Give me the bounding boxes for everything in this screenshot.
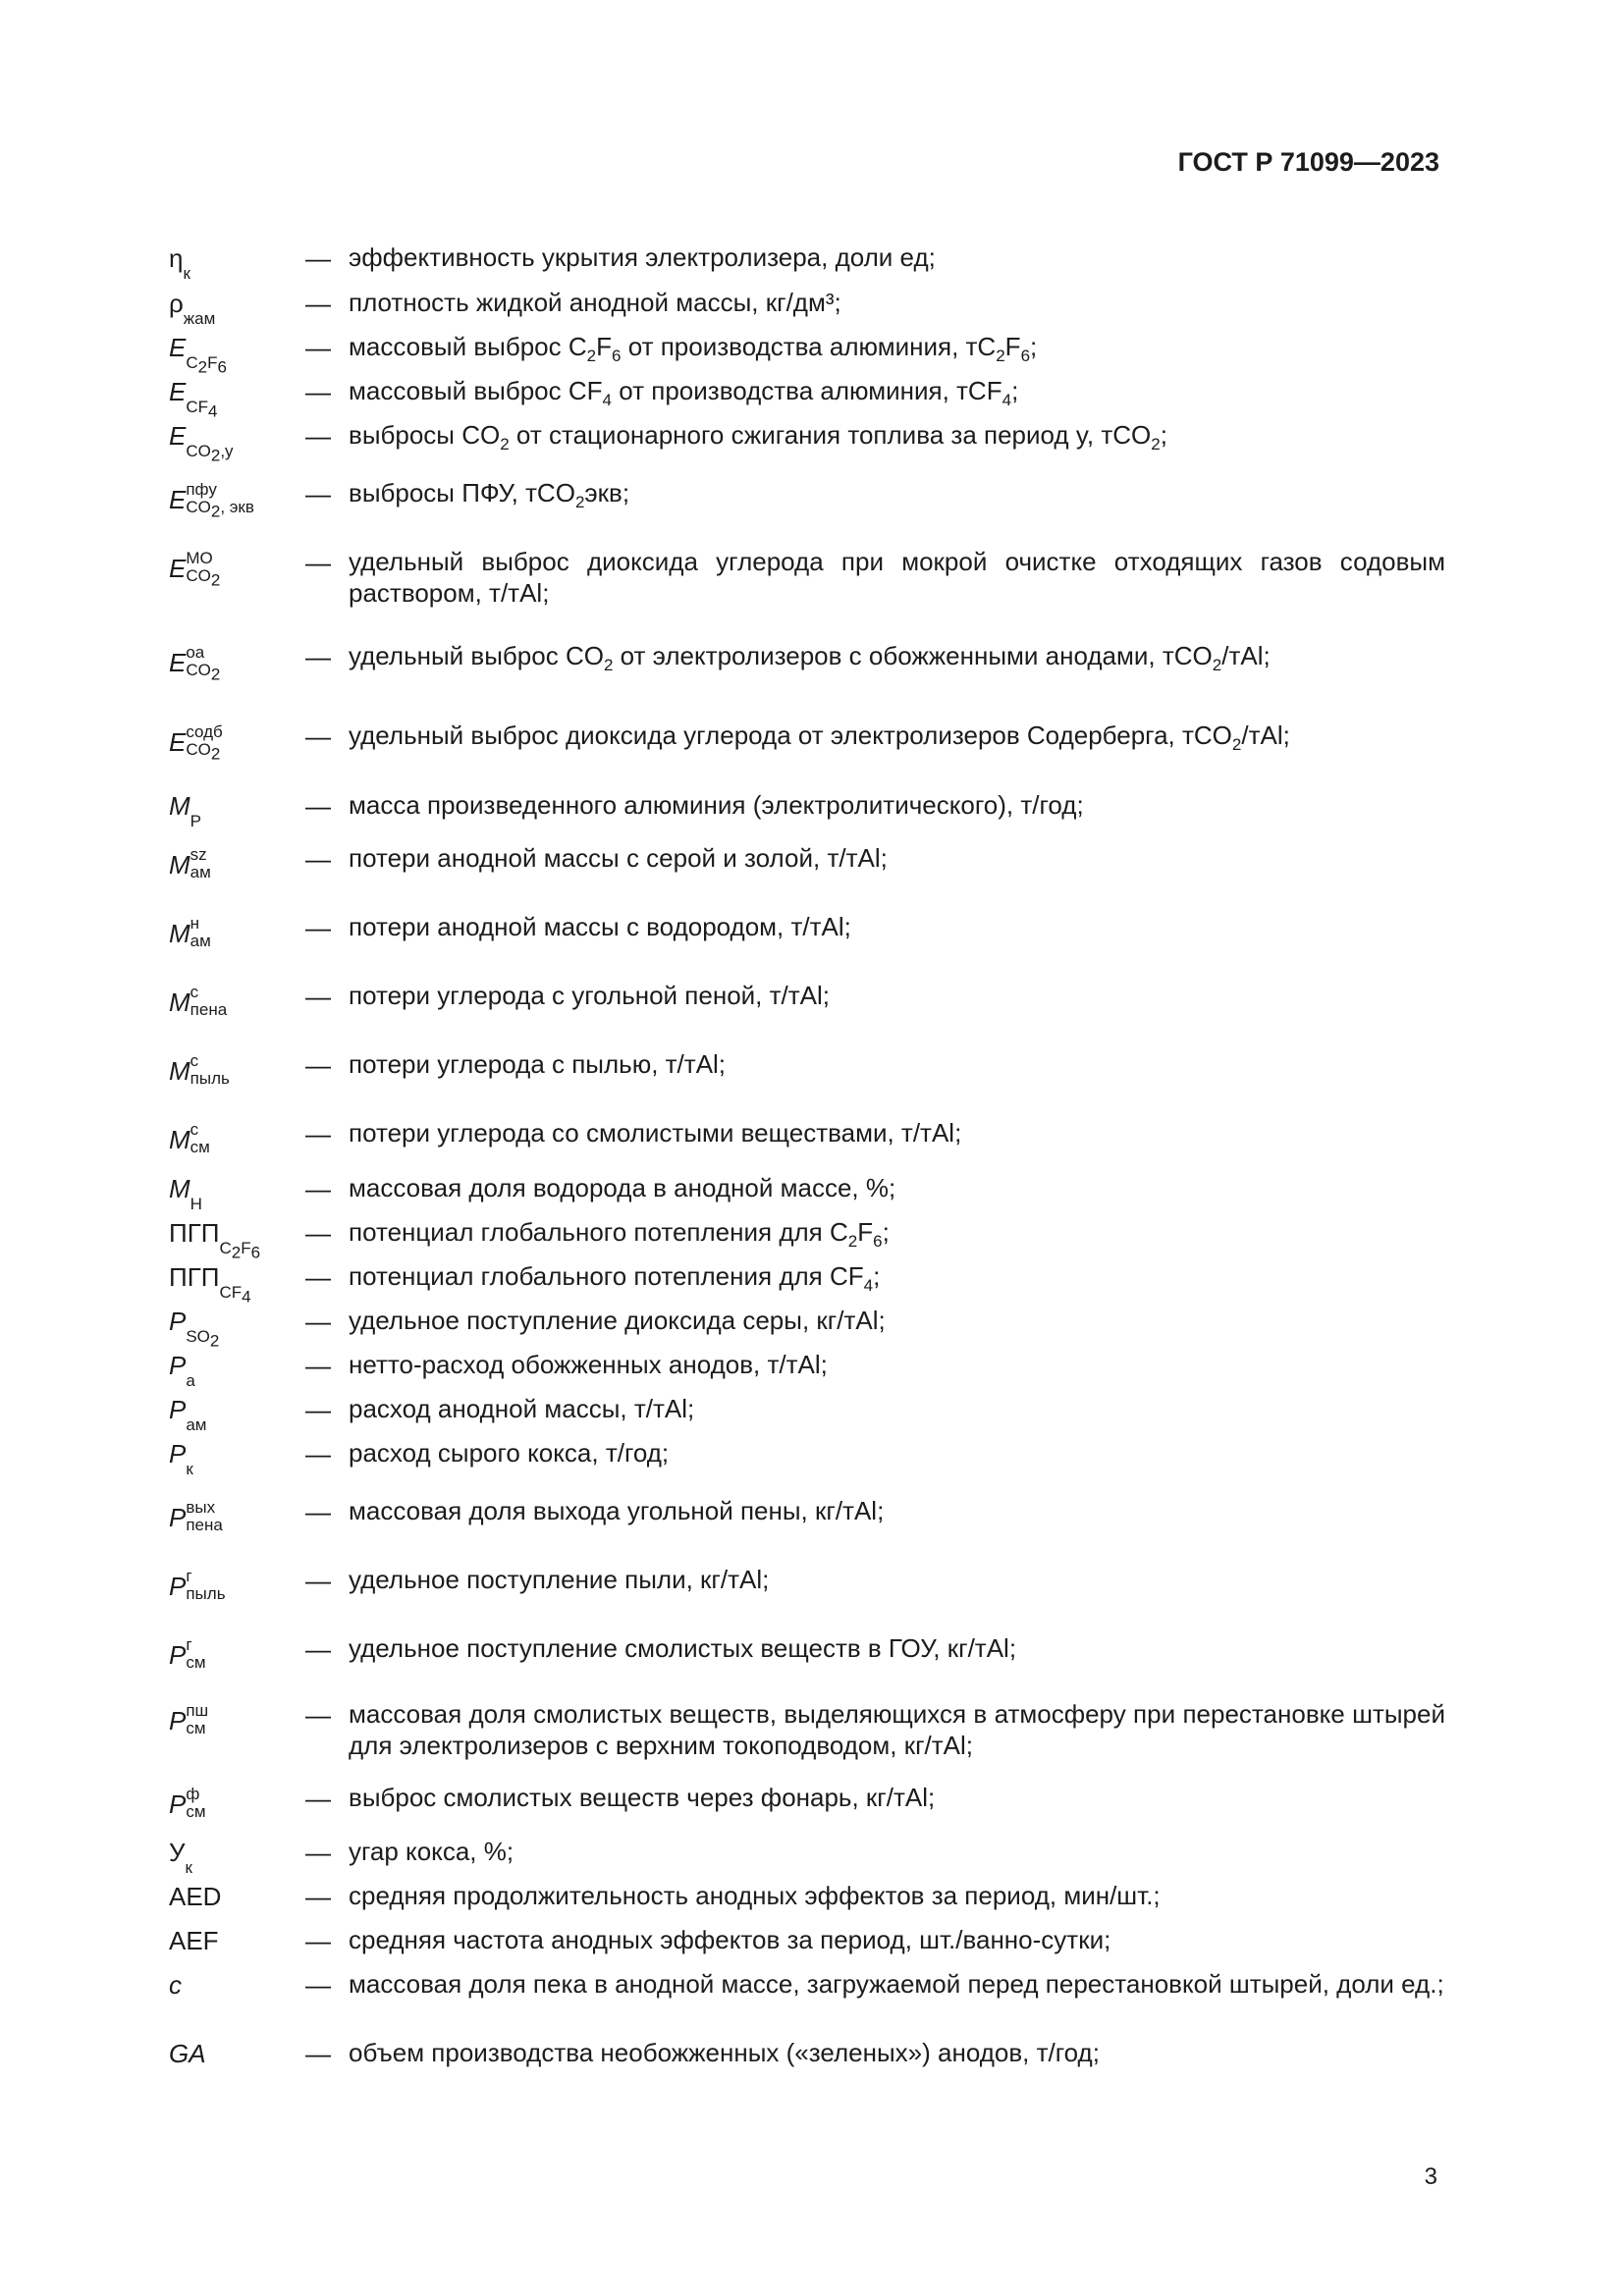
symbol-description: нетто-расход обожженных анодов, т/тAl; bbox=[349, 1350, 828, 1379]
em-dash: — bbox=[305, 1566, 331, 1595]
symbol-subscript: ам bbox=[186, 1415, 207, 1434]
symbol-description: массовый выброс $C_2F_6$ от производства алюминия, $тC_2F_6$; bbox=[349, 332, 1038, 366]
em-dash: — bbox=[305, 642, 331, 671]
em-dash: — bbox=[305, 1050, 331, 1080]
symbol-subscript: P bbox=[189, 811, 202, 830]
symbol-description: выбросы ПФУ, тCO$_2$экв; bbox=[349, 478, 630, 512]
em-dash: — bbox=[305, 982, 331, 1011]
symbol: M н ам bbox=[169, 914, 211, 950]
symbol-description: объем производства необожженных («зеленых») анодов, т/год; bbox=[349, 2038, 1100, 2067]
symbol-description: массовая доля смолистых веществ, выделяющихся в атмосферу при перестановке штырей для электролизеров с верхним токоподводом, кг/тAl; bbox=[349, 1699, 1445, 1760]
symbol-superscript: пфу bbox=[186, 480, 217, 499]
symbol-superscript: с bbox=[189, 983, 199, 1001]
em-dash: — bbox=[305, 548, 331, 577]
em-dash: — bbox=[305, 377, 331, 406]
symbol: AEF bbox=[169, 1926, 219, 1955]
symbol-subscript: ам bbox=[189, 932, 211, 950]
symbol-description: удельный выброс диоксида углерода при мокрой очистке отходящих газов содовым раствором, т/тAl; bbox=[349, 547, 1445, 608]
symbol: P к bbox=[169, 1439, 193, 1478]
em-dash: — bbox=[305, 1119, 331, 1148]
symbol: E МО $CO_2$ bbox=[169, 549, 221, 590]
symbol-superscript: с bbox=[189, 1120, 199, 1139]
em-dash: — bbox=[305, 289, 331, 318]
symbol-superscript: ф bbox=[186, 1785, 200, 1803]
symbol-subscript: к bbox=[186, 1459, 193, 1478]
symbol: c bbox=[169, 1970, 182, 2000]
symbol-description: средняя продолжительность анодных эффектов за период, мин/шт.; bbox=[349, 1881, 1161, 1910]
symbol-subscript: $C_2F_6$ bbox=[186, 352, 227, 377]
symbol: E $CO_2,y$ bbox=[169, 421, 234, 465]
symbol-subscript: ам bbox=[189, 863, 211, 881]
symbol-superscript: sz bbox=[189, 845, 207, 864]
symbol-subscript: $CO_2$ bbox=[186, 566, 221, 590]
symbol: E $C_2F_6$ bbox=[169, 333, 227, 377]
symbol-description: потенциал глобального потепления для $CF_4$; bbox=[349, 1261, 881, 1296]
document-header: ГОСТ Р 71099—2023 bbox=[1177, 147, 1439, 177]
em-dash: — bbox=[305, 1262, 331, 1292]
symbol-subscript: пыль bbox=[189, 1069, 230, 1088]
symbol-superscript: оа bbox=[186, 643, 205, 662]
symbol: E $CF_4$ bbox=[169, 377, 218, 421]
em-dash: — bbox=[305, 1218, 331, 1248]
em-dash: — bbox=[305, 1497, 331, 1526]
symbol: E оа $CO_2$ bbox=[169, 643, 221, 684]
symbol-subscript: жам bbox=[183, 308, 216, 328]
symbol: M P bbox=[169, 791, 202, 830]
symbol-superscript: г bbox=[186, 1567, 192, 1585]
symbol: P $SO_2$ bbox=[169, 1307, 220, 1351]
symbol-subscript: $CF_4$ bbox=[186, 397, 218, 421]
symbol-subscript: см bbox=[186, 1653, 206, 1672]
symbol-subscript: см bbox=[186, 1719, 206, 1737]
symbol: P г см bbox=[169, 1635, 206, 1672]
em-dash: — bbox=[305, 1784, 331, 1813]
symbol-superscript: с bbox=[189, 1051, 199, 1070]
em-dash: — bbox=[305, 1351, 331, 1380]
symbol: M с см bbox=[169, 1120, 210, 1156]
symbol-description: массовый выброс $CF_4$ от производства алюминия, тCF$_4$; bbox=[349, 376, 1019, 410]
symbol: M H bbox=[169, 1174, 202, 1213]
symbol-subscript: к bbox=[183, 263, 190, 283]
symbol-description: выброс смолистых веществ через фонарь, кг/тAl; bbox=[349, 1783, 936, 1812]
em-dash: — bbox=[305, 721, 331, 751]
symbol-description: удельный выброс $CO_2$ от электролизеров с обожженными анодами, тCO$_2$/тAl; bbox=[349, 641, 1271, 675]
symbol-subscript: пена bbox=[189, 1000, 228, 1019]
em-dash: — bbox=[305, 1700, 331, 1730]
symbol: ПГП $CF_4$ bbox=[169, 1262, 251, 1307]
symbol-subscript: к bbox=[185, 1857, 192, 1877]
symbol: M sz ам bbox=[169, 845, 211, 881]
symbol-subscript: H bbox=[189, 1194, 202, 1213]
symbol: P ф см bbox=[169, 1785, 206, 1821]
symbol-description: массовая доля пека в анодной массе, загружаемой перед перестановкой штырей, доли ед.; bbox=[349, 1969, 1444, 1999]
symbol-description: массовая доля выхода угольной пены, кг/тAl; bbox=[349, 1496, 885, 1525]
symbol-description: средняя частота анодных эффектов за период, шт./ванно-сутки; bbox=[349, 1925, 1111, 1954]
symbol-description: плотность жидкой анодной массы, кг/дм³; bbox=[349, 288, 841, 317]
em-dash: — bbox=[305, 2039, 331, 2068]
em-dash: — bbox=[305, 479, 331, 508]
symbol-subscript: $C_2F_6$ bbox=[219, 1238, 261, 1262]
em-dash: — bbox=[305, 844, 331, 874]
symbol-description: удельное поступление смолистых веществ в ГОУ, кг/тAl; bbox=[349, 1633, 1017, 1663]
symbol-description: расход сырого кокса, т/год; bbox=[349, 1438, 670, 1468]
symbol-description: массовая доля водорода в анодной массе, %; bbox=[349, 1173, 896, 1202]
symbol-subscript: пыль bbox=[186, 1584, 226, 1603]
em-dash: — bbox=[305, 1926, 331, 1955]
symbol-description: расход анодной массы, т/тAl; bbox=[349, 1394, 695, 1423]
symbol: M с пыль bbox=[169, 1051, 230, 1088]
em-dash: — bbox=[305, 1174, 331, 1203]
em-dash: — bbox=[305, 1838, 331, 1867]
em-dash: — bbox=[305, 243, 331, 273]
symbol-superscript: содб bbox=[186, 722, 223, 741]
symbol-subscript: $CO_2,y$ bbox=[186, 441, 234, 465]
symbol-description: удельное поступление диоксида серы, кг/тAl; bbox=[349, 1306, 886, 1335]
symbol-subscript: см bbox=[186, 1802, 206, 1821]
symbol-description: потенциал глобального потепления для $C_2F_6$; bbox=[349, 1217, 890, 1252]
em-dash: — bbox=[305, 333, 331, 362]
em-dash: — bbox=[305, 1882, 331, 1911]
symbol-description: потери анодной массы с серой и золой, т/тAl; bbox=[349, 843, 888, 873]
symbol-description: потери анодной массы с водородом, т/тAl; bbox=[349, 912, 851, 941]
symbol: M с пена bbox=[169, 983, 228, 1019]
symbol-superscript: пш bbox=[186, 1701, 209, 1720]
em-dash: — bbox=[305, 1970, 331, 2000]
symbol: У к bbox=[169, 1838, 192, 1877]
symbol: P вых пена bbox=[169, 1498, 223, 1534]
symbol: ρ жам bbox=[169, 289, 216, 328]
symbol-superscript: вых bbox=[186, 1498, 216, 1517]
symbol-description: потери углерода со смолистыми веществами, т/тAl; bbox=[349, 1118, 962, 1148]
symbol-description: эффективность укрытия электролизера, доли ед; bbox=[349, 242, 936, 272]
em-dash: — bbox=[305, 1439, 331, 1468]
em-dash: — bbox=[305, 1307, 331, 1336]
symbol: η к bbox=[169, 243, 190, 283]
symbol-subscript: $SO_2$ bbox=[186, 1326, 220, 1351]
symbol-description: потери углерода с угольной пеной, т/тAl; bbox=[349, 981, 831, 1010]
symbol-description: масса произведенного алюминия (электролитического), т/год; bbox=[349, 790, 1084, 820]
page-number: 3 bbox=[1424, 2163, 1437, 2190]
em-dash: — bbox=[305, 791, 331, 821]
symbol-subscript: $CO_2$ bbox=[186, 661, 221, 684]
symbol: E содб $CO_2$ bbox=[169, 722, 223, 764]
symbol-subscript: $CO_2$, экв bbox=[186, 498, 254, 521]
symbol-subscript: пена bbox=[186, 1516, 223, 1534]
symbol-subscript: $CF_4$ bbox=[219, 1282, 251, 1307]
symbol: P г пыль bbox=[169, 1567, 226, 1603]
symbol-superscript: н bbox=[189, 914, 200, 933]
symbol-description: выбросы $CO_2$ от стационарного сжигания топлива за период y, тCO$_2$; bbox=[349, 420, 1167, 454]
symbol: P a bbox=[169, 1351, 195, 1390]
symbol: GA bbox=[169, 2039, 206, 2068]
symbol-description: угар кокса, %; bbox=[349, 1837, 514, 1866]
symbol-description: удельный выброс диоксида углерода от электролизеров Содерберга, тCO$_2$/тAl; bbox=[349, 721, 1290, 755]
symbol-description: удельное поступление пыли, кг/тAl; bbox=[349, 1565, 770, 1594]
symbol: E пфу $CO_2$, экв bbox=[169, 480, 254, 521]
symbol: P пш см bbox=[169, 1701, 209, 1737]
em-dash: — bbox=[305, 913, 331, 942]
em-dash: — bbox=[305, 1634, 331, 1664]
symbol: P ам bbox=[169, 1395, 207, 1434]
symbol-subscript: см bbox=[189, 1138, 210, 1156]
symbol-description: потери углерода с пылью, т/тAl; bbox=[349, 1049, 727, 1079]
symbol: AED bbox=[169, 1882, 222, 1911]
symbol-subscript: $CO_2$ bbox=[186, 740, 221, 764]
symbol: ПГП $C_2F_6$ bbox=[169, 1218, 261, 1262]
symbol-superscript: МО bbox=[186, 549, 213, 567]
em-dash: — bbox=[305, 421, 331, 451]
symbol-subscript: a bbox=[186, 1370, 195, 1390]
symbol-superscript: г bbox=[186, 1635, 192, 1654]
em-dash: — bbox=[305, 1395, 331, 1424]
